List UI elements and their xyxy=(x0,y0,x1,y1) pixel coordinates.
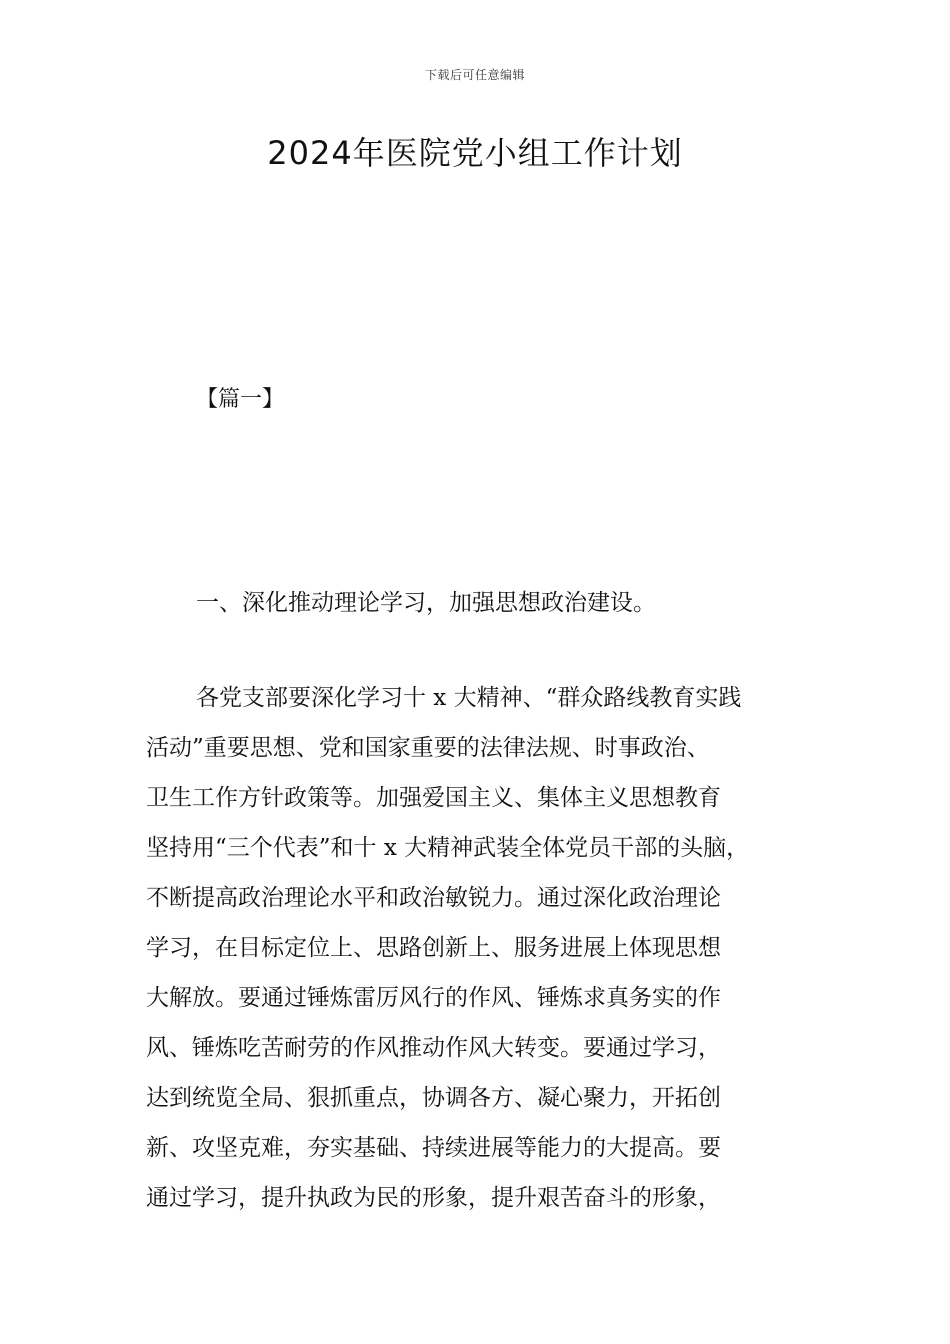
body-line: 坚持用“三个代表”和十 x 大精神武装全体党员干部的头脑， xyxy=(146,835,750,861)
body-line: 活动”重要思想、党和国家重要的法律法规、时事政治、 xyxy=(146,735,710,761)
document-title: 2024年医院党小组工作计划 xyxy=(267,134,683,172)
body-line: 学习，在目标定位上、思路创新上、服务进展上体现思想 xyxy=(146,935,721,961)
body-paragraph xyxy=(146,680,826,1230)
body-line: 大解放。要通过锤炼雷厉风行的作风、锤炼求真务实的作 xyxy=(146,985,721,1011)
body-line: 新、攻坚克难，夯实基础、持续进展等能力的大提高。要 xyxy=(146,1135,721,1161)
body-line: 不断提高政治理论水平和政治敏锐力。通过深化政治理论 xyxy=(146,885,721,911)
body-line: 卫生工作方针政策等。加强爱国主义、集体主义思想教育 xyxy=(146,785,721,811)
section-heading: 一、深化推动理论学习，加强思想政治建设。 xyxy=(196,590,656,616)
body-line: 风、锤炼吃苦耐劳的作风推动作风大转变。要通过学习， xyxy=(146,1035,721,1061)
header-note: 下载后可任意编辑 xyxy=(424,68,525,82)
section-tag: 【篇一】 xyxy=(196,387,285,412)
body-line: 通过学习，提升执政为民的形象，提升艰苦奋斗的形象， xyxy=(146,1185,721,1211)
body-line: 达到统览全局、狠抓重点，协调各方、凝心聚力，开拓创 xyxy=(146,1085,721,1111)
body-line: 各党支部要深化学习十 x 大精神、“群众路线教育实践 xyxy=(196,685,742,711)
